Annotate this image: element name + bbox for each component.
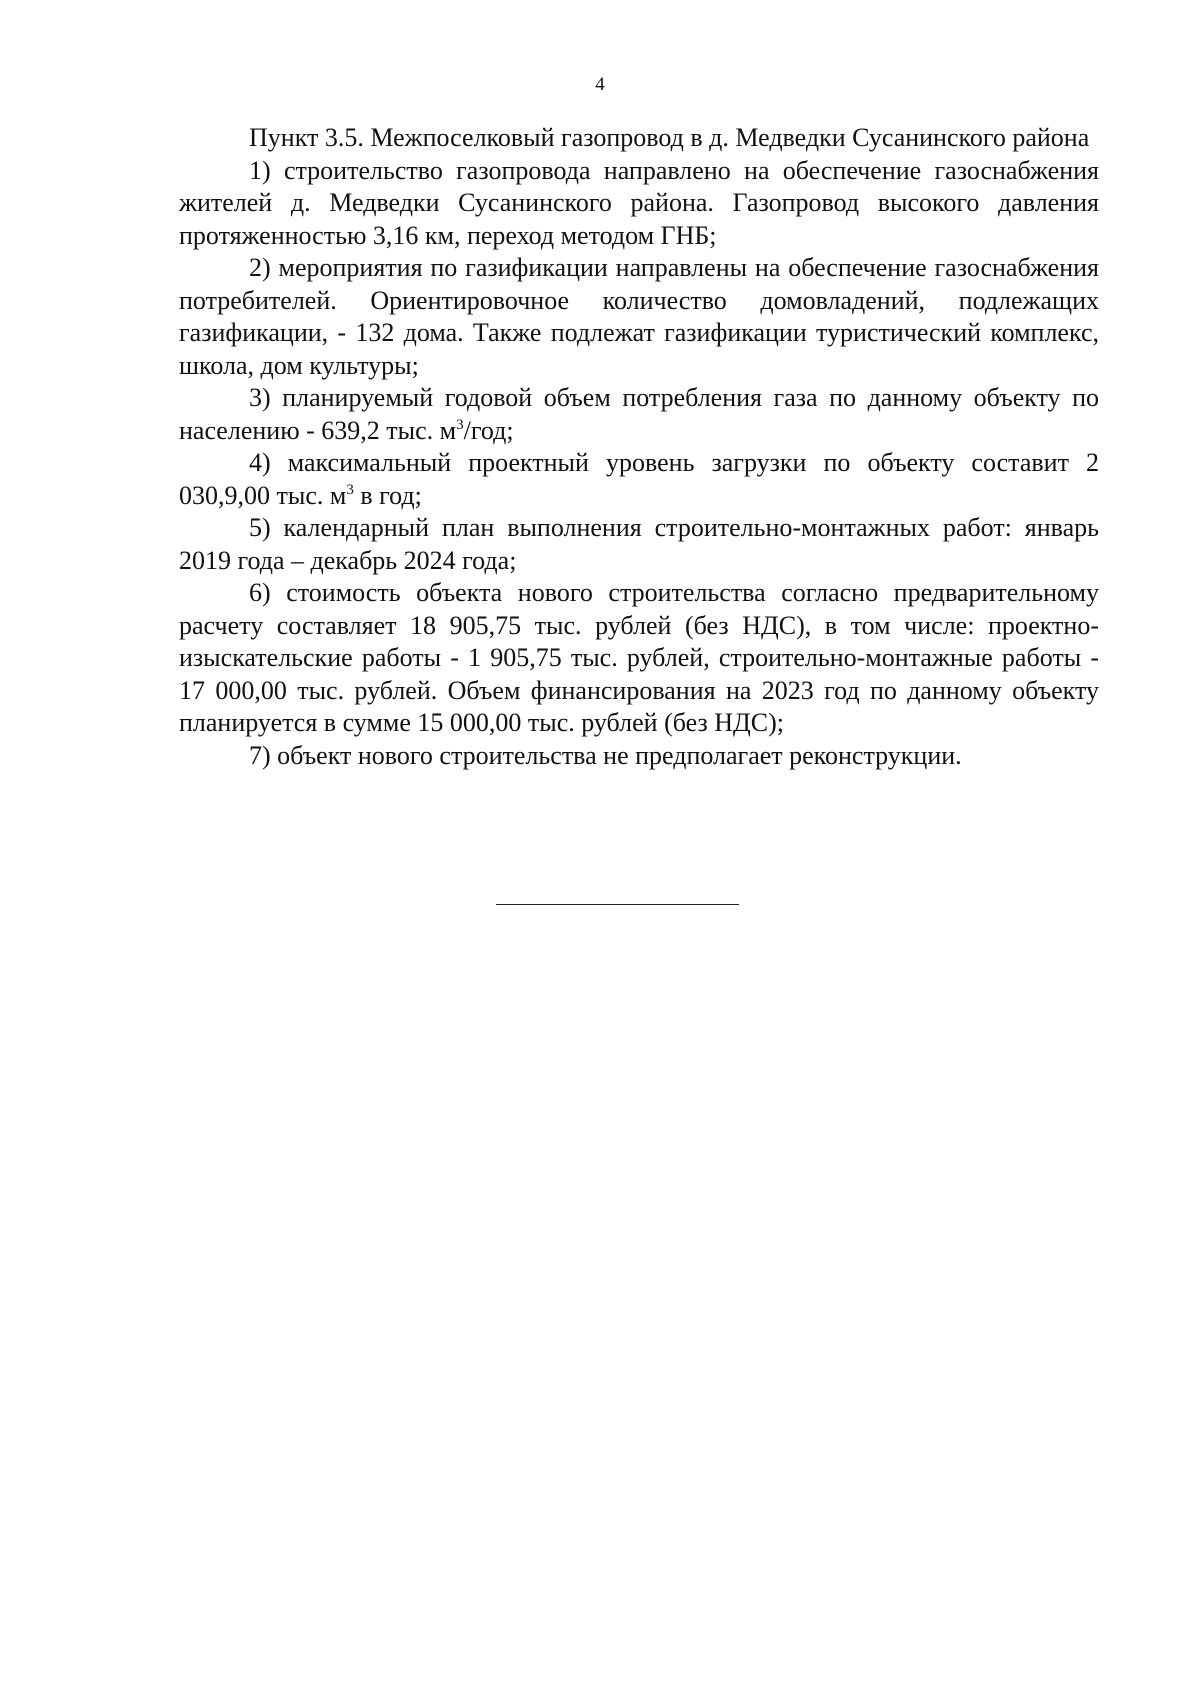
list-item: 1) строительство газопровода направлено на обеспечение газоснабжения жителей д. Медведки Сусанинского района. Газопровод высокого давления протяженностью 3,16 км, переход методом ГНБ; bbox=[179, 155, 1099, 250]
list-item: 6) стоимость объекта нового строительства согласно предварительному расчету составляет 18 905,75 тыс. рублей (без НДС), в том числе: проектно-изыскательские работы - 1 905,75 тыс. рублей, строительно-монтажные работы - 17 000,00 тыс. рублей. Объем финансирования на 2023 год по данному объекту планируется в сумме 15 000,00 тыс. рублей (без НДС); bbox=[179, 578, 1099, 737]
list-item: 7) объект нового строительства не предполагает реконструкции. bbox=[249, 740, 962, 770]
list-item-text: в год; bbox=[353, 480, 422, 510]
superscript: 3 bbox=[456, 416, 464, 433]
section-heading: Пункт 3.5. Межпоселковый газопровод в д. Медведки Сусанинского района bbox=[249, 123, 1090, 152]
list-item-text: /год; bbox=[463, 415, 514, 445]
page-number: 4 bbox=[595, 74, 605, 95]
list-item-text: 4) максимальный проектный уровень загрузки по объекту составит 2 030,9,00 тыс. м bbox=[179, 448, 1099, 510]
separator-line bbox=[496, 904, 739, 905]
list-item-text: 3) планируемый годовой объем потребления газа по данному объекту по населению - 639,2 тыс. м bbox=[179, 383, 1099, 445]
list-item: 2) мероприятия по газификации направлены на обеспечение газоснабжения потребителей. Ориентировочное количество домовладений, подлежащих газификации, - 132 дома. Также подлежат газификации туристический комплекс, школа, дом культуры; bbox=[179, 253, 1099, 380]
superscript: 3 bbox=[346, 481, 354, 498]
list-item: 5) календарный план выполнения строительно-монтажных работ: январь 2019 года – декабрь 2024 года; bbox=[179, 513, 1099, 575]
list-item bbox=[179, 382, 1099, 447]
list-item bbox=[179, 447, 1099, 512]
document-body bbox=[179, 122, 1099, 772]
